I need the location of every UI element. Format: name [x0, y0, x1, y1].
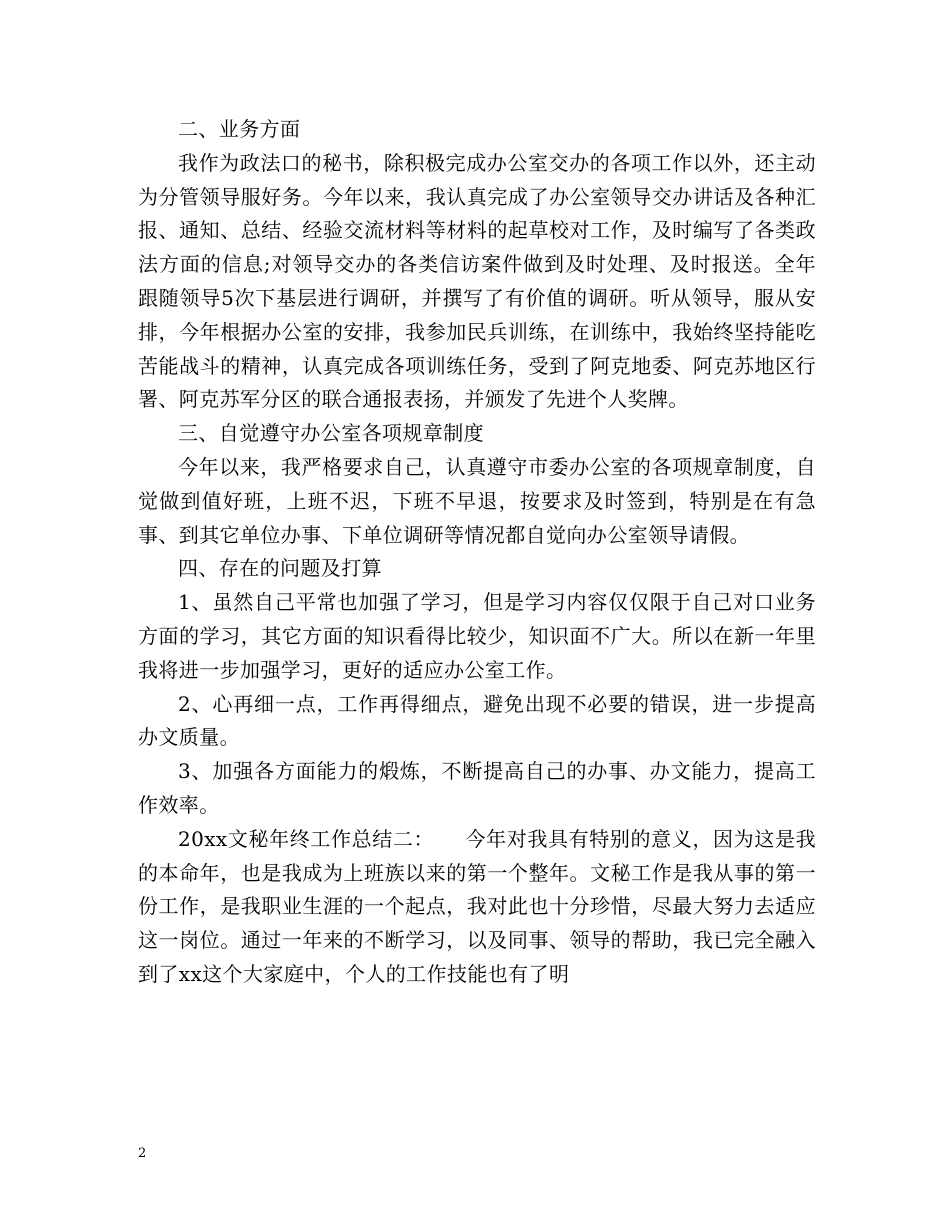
document-body — [138, 113, 816, 992]
paragraph-problem-2: 2、心再细一点，工作再得细点，避免出现不必要的错误，进一步提高办文质量。 — [138, 691, 816, 750]
paragraph-problem-1: 1、虽然自己平常也加强了学习，但是学习内容仅仅限于自己对口业务方面的学习，其它方面的知识看得比较少，知识面不广大。所以在新一年里我将进一步加强学习，更好的适应办公室工作。 — [138, 590, 816, 682]
paragraph-business-detail: 我作为政法口的秘书，除积极完成办公室交办的各项工作以外，还主动为分管领导服好务。今年以来，我认真完成了办公室领导交办讲话及各种汇报、通知、总结、经验交流材料等材料的起草校对工作，及时编写了各类政法方面的信息;对领导交办的各类信访案件做到及时处理、及时报送。全年跟随领导5次下基层进行调研，并撰写了有价值的调研。听从领导，服从安排，今年根据办公室的安排，我参加民兵训练，在训练中，我始终坚持能吃苦能战斗的精神，认真完成各项训练任务，受到了阿克地委、阿克苏地区行署、阿克苏军分区的联合通报表扬，并颁发了先进个人奖牌。 — [138, 150, 816, 412]
paragraph-problem-3: 3、加强各方面能力的煅炼，不断提高自己的办事、办文能力，提高工作效率。 — [138, 759, 816, 817]
section-heading-problems: 四、存在的问题及打算 — [178, 556, 382, 581]
page-number: 2 — [138, 1146, 147, 1161]
section-heading-business: 二、业务方面 — [178, 117, 301, 141]
section-heading-rules: 三、自觉遵守办公室各项规章制度 — [178, 421, 484, 446]
paragraph-rules-detail: 今年以来，我严格要求自己，认真遵守市委办公室的各项规章制度，自觉做到值好班，上班不迟，下班不早退，按要求及时签到，特别是在有急事、到其它单位办事、下单位调研等情况都自觉向办公室领导请假。 — [138, 454, 816, 547]
paragraph-summary-two: 20xx文秘年终工作总结二： 今年对我具有特别的意义，因为这是我的本命年，也是我成为上班族以来的第一个整年。文秘工作是我从事的第一份工作，是我职业生涯的一个起点，我对此也十分珍惜，尽最大努力去适应这一岗位。通过一年来的不断学习，以及同事、领导的帮助，我已完全融入到了xx这个大家庭中，个人的工作技能也有了明 — [138, 826, 816, 986]
